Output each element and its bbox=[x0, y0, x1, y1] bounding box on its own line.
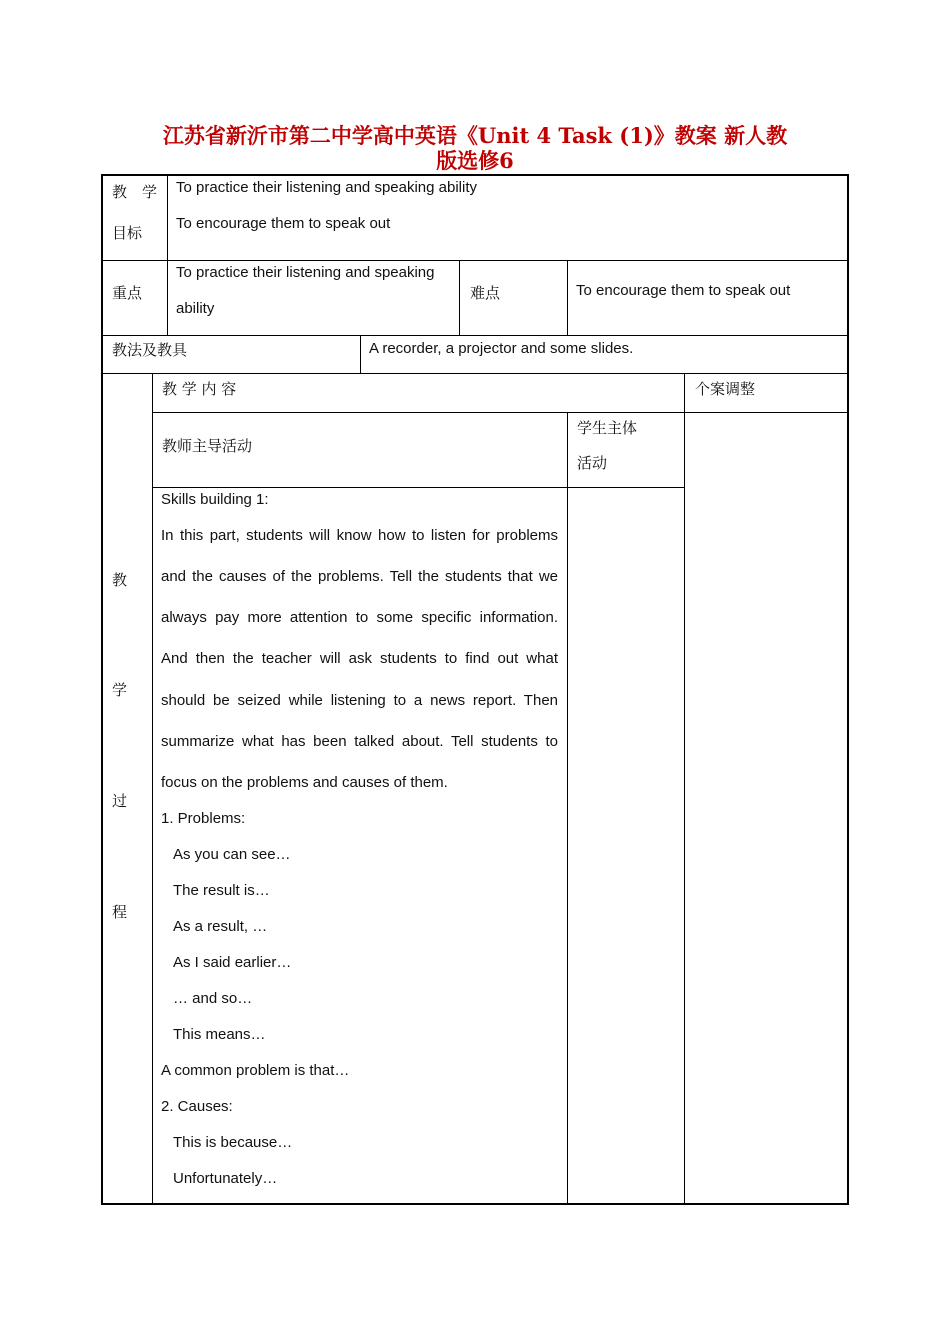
skills-heading: Skills building 1: bbox=[161, 491, 269, 508]
objectives-label-1: 教 学 bbox=[112, 183, 158, 201]
document-title bbox=[100, 123, 850, 173]
title-line-2: 版选修6 bbox=[436, 148, 514, 173]
common-problem: A common problem is that… bbox=[161, 1062, 350, 1079]
paragraph-line: and the causes of the problems. Tell the students that we bbox=[161, 568, 558, 585]
row-divider bbox=[101, 335, 849, 336]
methods-label: 教法及教具 bbox=[112, 341, 188, 359]
paragraph-line: should be seized while listening to a news report. Then bbox=[161, 692, 558, 709]
process-label-char: 过 bbox=[112, 792, 128, 810]
problem-phrase: As I said earlier… bbox=[173, 954, 292, 971]
border-top bbox=[101, 174, 849, 176]
cause-phrase: This is because… bbox=[173, 1134, 293, 1151]
paragraph-line: In this part, students will know how to listen for problems bbox=[161, 527, 558, 544]
problem-phrase: As a result, … bbox=[173, 918, 268, 935]
student-header-2: 活动 bbox=[577, 454, 608, 472]
col-divider bbox=[459, 261, 460, 335]
problem-phrase: The result is… bbox=[173, 882, 270, 899]
problem-phrase: This means… bbox=[173, 1026, 266, 1043]
col-divider bbox=[152, 374, 153, 1204]
row-divider bbox=[153, 412, 847, 413]
problems-heading: 1. Problems: bbox=[161, 810, 246, 827]
objectives-label-2: 目标 bbox=[112, 224, 143, 242]
paragraph-last-line: focus on the problems and causes of them. bbox=[161, 774, 448, 791]
col-divider bbox=[684, 374, 685, 1204]
student-header-1: 学生主体 bbox=[577, 419, 638, 437]
border-left bbox=[101, 174, 103, 1205]
causes-heading: 2. Causes: bbox=[161, 1098, 233, 1115]
teacher-header: 教师主导活动 bbox=[162, 437, 253, 455]
col-divider bbox=[360, 336, 361, 373]
adjust-header: 个案调整 bbox=[695, 380, 756, 398]
border-bottom bbox=[101, 1203, 849, 1205]
process-label-char: 学 bbox=[112, 681, 128, 699]
process-label-char: 程 bbox=[112, 903, 128, 921]
methods-text: A recorder, a projector and some slides. bbox=[369, 340, 634, 357]
process-label-char: 教 bbox=[112, 571, 128, 589]
row-divider bbox=[101, 260, 849, 261]
difficulty-text: To encourage them to speak out bbox=[576, 282, 791, 299]
paragraph-line: And then the teacher will ask students to find out what bbox=[161, 650, 558, 667]
objective-1: To practice their listening and speaking ability bbox=[176, 179, 478, 196]
col-divider bbox=[567, 261, 568, 335]
paragraph-line: always pay more attention to some specific information. bbox=[161, 609, 558, 626]
problem-phrase: As you can see… bbox=[173, 846, 291, 863]
key-point-label: 重点 bbox=[112, 284, 143, 302]
objective-2: To encourage them to speak out bbox=[176, 215, 391, 232]
paragraph-line: summarize what has been talked about. Tell students to bbox=[161, 733, 558, 750]
row-divider bbox=[101, 373, 849, 374]
content-header: 教 学 内 容 bbox=[162, 380, 237, 398]
key-point-line-2: ability bbox=[176, 300, 215, 317]
problem-phrase: … and so… bbox=[173, 990, 253, 1007]
border-right bbox=[847, 174, 849, 1205]
col-divider bbox=[567, 413, 568, 1204]
col-divider bbox=[167, 175, 168, 335]
title-line-1: 江苏省新沂市第二中学高中英语《Unit 4 Task (1)》教案 新人教 bbox=[162, 123, 788, 148]
cause-phrase: Unfortunately… bbox=[173, 1170, 278, 1187]
difficulty-label: 难点 bbox=[470, 284, 501, 302]
row-divider bbox=[153, 487, 685, 488]
key-point-line-1: To practice their listening and speaking bbox=[176, 264, 435, 281]
